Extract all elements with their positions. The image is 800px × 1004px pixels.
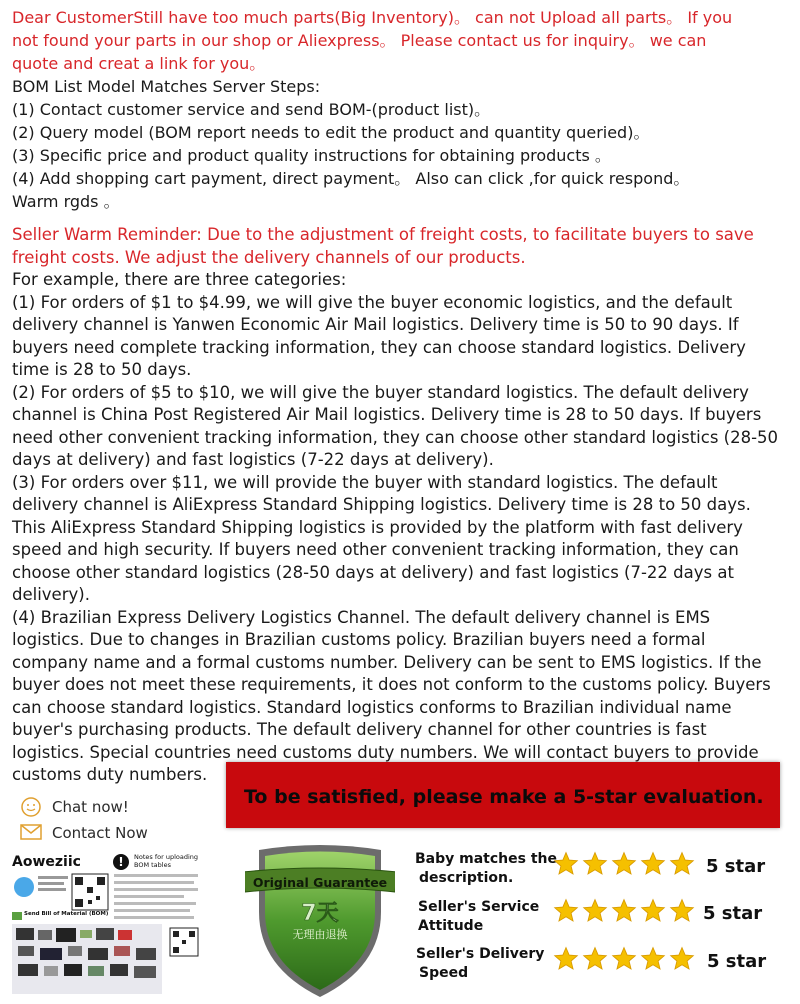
notice-body-line: (3) For orders over $11, we will provide the buyer with standard logistics. The default <box>12 472 718 492</box>
rating-value: 5 star <box>706 856 766 877</box>
rating-label-line: Seller's Delivery <box>416 946 545 962</box>
star-icon <box>611 851 637 877</box>
rating-label <box>415 850 557 888</box>
notice-body-line: logistics. Special countries need customs duty numbers. We will contact buyers to provide <box>12 742 759 762</box>
notice-body-line: customs duty numbers. <box>12 765 208 784</box>
intro-step-line: (4) Add shopping cart payment, direct payment。 Also can click ,for quick respond。 <box>12 169 690 188</box>
exclamation-icon: ! <box>113 854 129 870</box>
star-icon <box>611 898 637 924</box>
thumbnail-brand: Aoweziic <box>12 854 81 870</box>
contact-now-label: Contact Now <box>52 824 148 842</box>
guarantee-subtitle: 无理由退换 <box>292 928 348 941</box>
intro-step-line: BOM List Model Matches Server Steps: <box>12 77 321 96</box>
thumbnail-graphic <box>10 852 200 998</box>
notice-body-line: buyer's purchasing products. The default delivery channel for other countries is fast <box>12 720 707 739</box>
rating-label-line: description. <box>419 870 514 886</box>
rating-value: 5 star <box>703 903 763 924</box>
notice-body-line: can choose standard logistics. Standard logistics conforms to Brazilian individual name <box>12 697 732 717</box>
notice-body-line: (4) Brazilian Express Delivery Logistics Channel. The default delivery channel is EMS <box>12 607 711 627</box>
rating-label-line: Seller's Service <box>418 899 540 915</box>
rating-value: 5 star <box>707 951 767 972</box>
intro-step-line: (2) Query model (BOM report needs to edit the product and quantity queried)。 <box>12 123 650 142</box>
rating-label-line: Speed <box>419 965 469 981</box>
rating-stars <box>553 946 698 972</box>
notice-body-line: speed and high security. If buyers need other convenient tracking information, they can <box>12 540 739 559</box>
notice-body-line: days at delivery) and fast logistics (7-22 days at delivery). <box>12 450 494 469</box>
envelope-icon <box>20 823 42 843</box>
intro-step-line: (1) Contact customer service and send BOM-(product list)。 <box>12 100 491 119</box>
notice-body-line: (2) For orders of $5 to $10, we will give the buyer standard logistics. The default delivery <box>12 382 749 402</box>
banner-text: To be satisfied, please make a 5-star evaluation. <box>244 786 764 808</box>
star-icon <box>669 898 695 924</box>
notice-red-line: Seller Warm Reminder: Due to the adjustment of freight costs, to facilitate buyers to save <box>12 225 754 244</box>
star-icon <box>553 851 579 877</box>
star-icon <box>611 946 637 972</box>
notice-body-line: company name and a formal customs number. Delivery can be sent to EMS logistics. If the <box>12 652 762 672</box>
star-icon <box>640 898 666 924</box>
star-icon <box>582 851 608 877</box>
notice-body-line: This AliExpress Standard Shipping logistics is provided by the platform with fast delivery <box>12 517 743 537</box>
notice-body-line: For example, there are three categories: <box>12 270 347 289</box>
intro-section <box>12 6 792 213</box>
shield-icon <box>245 842 395 1000</box>
rating-stars <box>553 898 698 924</box>
guarantee-title: Original Guarantee <box>252 875 388 890</box>
notice-body <box>12 269 792 787</box>
intro-red-line: not found your parts in our shop or Aliexpress。 Please contact us for inquiry。 we can <box>12 31 707 50</box>
shipping-notice <box>12 224 792 787</box>
rating-stars <box>553 851 698 877</box>
notice-body-line: need other convenient tracking information, they can choose other standard logistics (28-50 <box>12 427 779 447</box>
evaluation-banner <box>226 762 780 828</box>
notice-body-line: buyers need complete tracking information, they can choose standard logistics. Delivery <box>12 337 746 357</box>
rating-label-line: Attitude <box>418 918 484 934</box>
guarantee-badge <box>245 842 395 1000</box>
intro-red-line: quote and creat a link for you。 <box>12 54 266 73</box>
notice-body-line: delivery channel is Yanwen Economic Air Mail logistics. Delivery time is 50 to 90 days. If <box>12 315 739 334</box>
intro-red-line: Dear CustomerStill have too much parts(Big Inventory)。 can not Upload all parts。 If you <box>12 8 733 27</box>
star-icon <box>640 946 666 972</box>
notice-body-line: choose other standard logistics (28-50 days at delivery) and fast logistics (7-22 days at <box>12 562 734 582</box>
intro-step-line: (3) Specific price and product quality instructions for obtaining products 。 <box>12 146 611 165</box>
notice-body-line: logistics. Due to changes in Brazilian customs policy. Brazilian buyers need a formal <box>12 630 706 649</box>
rating-label <box>416 945 544 983</box>
thumbnail-bom-label: Send Bill of Material (BOM) <box>24 911 109 917</box>
thumbnail-notes-title: Notes for uploading BOM tables <box>134 853 199 869</box>
chat-now-link[interactable] <box>20 797 129 817</box>
contact-now-link[interactable] <box>20 823 148 843</box>
intro-step-line: Warm rgds 。 <box>12 192 120 211</box>
notice-body-line: delivery channel is AliExpress Standard Shipping logistics. Delivery time is 28 to 50 days. <box>12 495 751 514</box>
star-icon <box>582 898 608 924</box>
notice-body-line: channel is China Post Registered Air Mail logistics. Delivery time is 28 to 50 days. If buyers <box>12 405 762 424</box>
rating-label <box>418 898 539 936</box>
bom-thumbnail <box>10 852 200 998</box>
notice-body-line: buyer does not meet these requirements, it does not conform to the customs policy. Buyers <box>12 675 771 694</box>
star-icon <box>669 946 695 972</box>
notice-red-line: freight costs. We adjust the delivery channels of our products. <box>12 247 526 267</box>
star-icon <box>553 946 579 972</box>
star-icon <box>553 898 579 924</box>
star-icon <box>669 851 695 877</box>
chat-now-label: Chat now! <box>52 798 129 816</box>
rating-label-line: Baby matches the <box>415 851 557 867</box>
chat-face-icon <box>20 797 42 817</box>
notice-body-line: time is 28 to 50 days. <box>12 360 192 379</box>
notice-body-line: delivery). <box>12 585 90 604</box>
star-icon <box>582 946 608 972</box>
notice-body-line: (1) For orders of $1 to $4.99, we will give the buyer economic logistics, and the default <box>12 292 733 312</box>
guarantee-days: 7天 <box>301 901 339 926</box>
star-icon <box>640 851 666 877</box>
